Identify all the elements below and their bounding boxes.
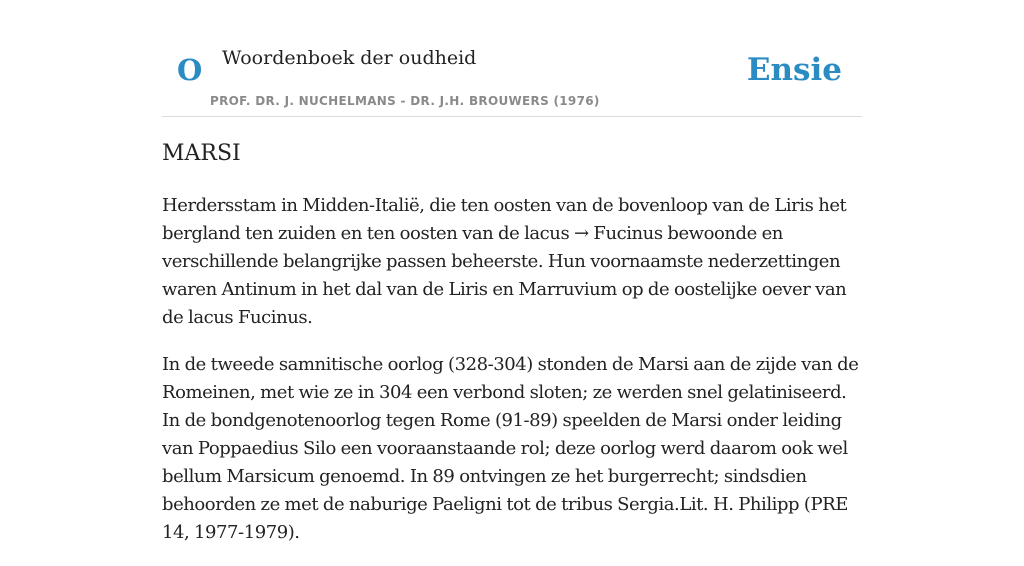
paragraph-1-text-end: bewoonde en verschillende belangrijke passen beheerste. Hun voornaamste nederzettingen waren Antinum in het dal van de Liris en Marruvium op de oostelijke oever van de lacus Fucinus. — [162, 223, 847, 328]
fucinus-reference-link[interactable]: → Fucinus — [574, 223, 663, 244]
site-header — [162, 0, 862, 117]
entry-content — [162, 192, 862, 566]
brand-logo-link[interactable]: Ensie — [746, 52, 842, 88]
entry-title: MARSI — [162, 141, 241, 166]
book-title[interactable]: Woordenboek der oudheid — [222, 47, 477, 69]
index-letter[interactable]: O — [177, 53, 203, 87]
paragraph-1-text-start: Herdersstam in Midden-Italië, die ten oosten van de bovenloop van de Liris het bergland ten zuiden en ten oosten van de lacus — [162, 195, 847, 244]
paragraph-1 — [162, 192, 862, 332]
paragraph-2: In de tweede samnitische oorlog (328-304) stonden de Marsi aan de zijde van de Romeinen, met wie ze in 304 een verbond sloten; ze werden snel gelatiniseerd. In de bondgenotenoorlog tegen Rome (91-89) speelden de Marsi onder leiding van Poppaedius Silo een vooraanstaande rol; deze oorlog werd daarom ook wel bellum Marsicum genoemd. In 89 ontvingen ze het burgerrecht; sindsdien behoorden ze met de naburige Paeligni tot de tribus Sergia.Lit. H. Philipp (PRE 14, 1977-1979). — [162, 354, 859, 543]
book-authors: PROF. DR. J. NUCHELMANS - DR. J.H. BROUWERS (1976) — [210, 94, 600, 108]
